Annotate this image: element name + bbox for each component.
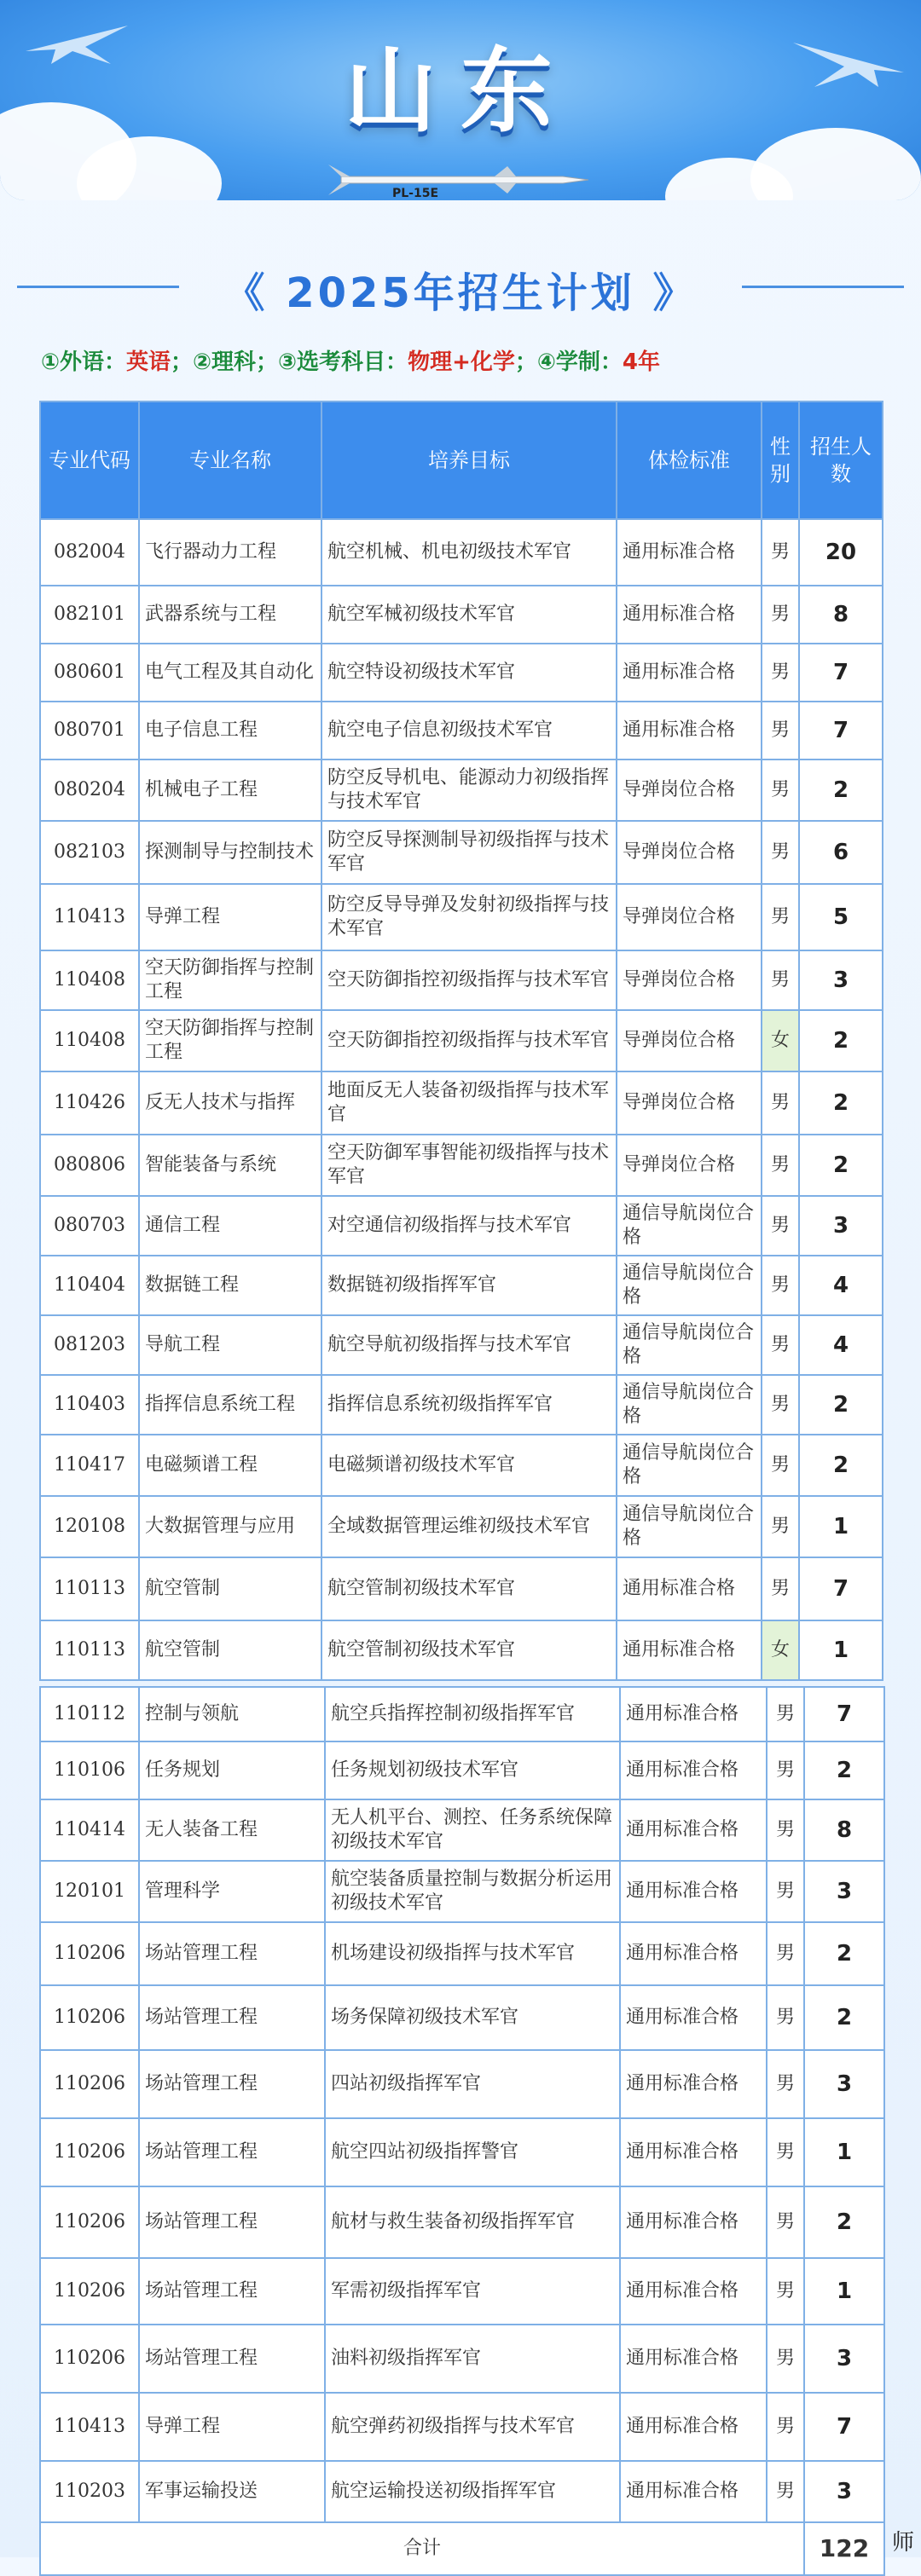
cell-code: 110206 (40, 2186, 139, 2258)
header-code: 专业代码 (40, 401, 139, 519)
cell-name: 智能装备与系统 (139, 1135, 321, 1196)
cell-goal: 全域数据管理运维初级技术军官 (321, 1496, 617, 1557)
cell-name: 电气工程及其自动化 (139, 644, 321, 702)
header-standard: 体检标准 (617, 401, 762, 519)
cell-count: 3 (804, 2461, 884, 2522)
cell-code: 120101 (40, 1861, 139, 1922)
cell-code: 110426 (40, 1071, 139, 1135)
cell-standard: 通用标准合格 (617, 702, 762, 760)
total-label: 合计 (40, 2522, 804, 2575)
cell-count: 2 (799, 1375, 883, 1435)
cell-name: 航空管制 (139, 1620, 321, 1680)
cell-goal: 电磁频谱初级技术军官 (321, 1435, 617, 1496)
cell-sex: 男 (762, 1375, 799, 1435)
cell-standard: 通用标准合格 (620, 2050, 767, 2118)
cell-goal: 航空兵指挥控制初级指挥军官 (325, 1687, 620, 1741)
cell-name: 数据链工程 (139, 1256, 321, 1315)
cell-sex: 男 (767, 2325, 804, 2393)
cell-name: 控制与领航 (139, 1687, 325, 1741)
cell-standard: 导弹岗位合格 (617, 821, 762, 884)
total-value: 122 (804, 2522, 884, 2575)
cell-sex: 男 (767, 2118, 804, 2186)
cell-code: 110206 (40, 1985, 139, 2050)
cell-standard: 通用标准合格 (620, 2393, 767, 2461)
cell-goal: 对空通信初级指挥与技术军官 (321, 1196, 617, 1256)
cell-code: 080703 (40, 1196, 139, 1256)
cell-standard: 通用标准合格 (617, 1620, 762, 1680)
cell-sex: 男 (762, 821, 799, 884)
total-row (40, 2522, 884, 2575)
cell-goal: 航空机械、机电初级技术军官 (321, 519, 617, 586)
cell-count: 3 (804, 2325, 884, 2393)
cell-code: 110203 (40, 2461, 139, 2522)
cell-goal: 防空反导探测制导初级指挥与技术军官 (321, 821, 617, 884)
cell-code: 110206 (40, 2050, 139, 2118)
note-text: ；②理科；③选考科目： (171, 349, 408, 375)
note-highlight: 4年 (622, 349, 660, 375)
cell-name: 武器系统与工程 (139, 586, 321, 644)
cell-standard: 通用标准合格 (620, 1985, 767, 2050)
cell-name: 电子信息工程 (139, 702, 321, 760)
table-row (40, 950, 883, 1010)
table-row (40, 2393, 884, 2461)
cell-standard: 通用标准合格 (620, 1799, 767, 1861)
cell-count: 2 (799, 1435, 883, 1496)
admission-table-part1 (39, 401, 883, 1681)
cell-code: 110408 (40, 950, 139, 1010)
cell-code: 110206 (40, 2325, 139, 2393)
cell-standard: 通用标准合格 (620, 2325, 767, 2393)
cell-sex: 男 (767, 1985, 804, 2050)
table-row (40, 1741, 884, 1799)
table-row (40, 2461, 884, 2522)
cell-count: 1 (804, 2258, 884, 2325)
cell-standard: 导弹岗位合格 (617, 760, 762, 821)
cell-code: 110112 (40, 1687, 139, 1741)
cell-count: 2 (799, 760, 883, 821)
table-row (40, 1135, 883, 1196)
cell-goal: 数据链初级指挥军官 (321, 1256, 617, 1315)
cell-goal: 航材与救生装备初级指挥军官 (325, 2186, 620, 2258)
cell-sex: 男 (762, 586, 799, 644)
cell-code: 110106 (40, 1741, 139, 1799)
table-row (40, 760, 883, 821)
cell-code: 110417 (40, 1435, 139, 1496)
header-goal: 培养目标 (321, 401, 617, 519)
cell-count: 3 (799, 950, 883, 1010)
cell-count: 3 (804, 2050, 884, 2118)
table-row (40, 1799, 884, 1861)
cell-goal: 军需初级指挥军官 (325, 2258, 620, 2325)
cell-name: 探测制导与控制技术 (139, 821, 321, 884)
cell-count: 5 (799, 884, 883, 950)
cell-count: 4 (799, 1315, 883, 1375)
cell-goal: 地面反无人装备初级指挥与技术军官 (321, 1071, 617, 1135)
cell-goal: 无人机平台、测控、任务系统保障初级技术军官 (325, 1799, 620, 1861)
cell-code: 082004 (40, 519, 139, 586)
cell-code: 110206 (40, 1922, 139, 1985)
cell-count: 2 (804, 2186, 884, 2258)
cell-sex: 男 (762, 702, 799, 760)
cell-standard: 导弹岗位合格 (617, 884, 762, 950)
cell-goal: 任务规划初级技术军官 (325, 1741, 620, 1799)
cell-standard: 通用标准合格 (620, 1741, 767, 1799)
cell-count: 3 (804, 1861, 884, 1922)
cell-goal: 航空军械初级技术军官 (321, 586, 617, 644)
missile-icon (324, 158, 597, 200)
table-row (40, 1375, 883, 1435)
cell-code: 110206 (40, 2118, 139, 2186)
cell-standard: 导弹岗位合格 (617, 1071, 762, 1135)
table-row (40, 2050, 884, 2118)
cell-goal: 防空反导机电、能源动力初级指挥与技术军官 (321, 760, 617, 821)
cell-count: 1 (804, 2118, 884, 2186)
table-row (40, 702, 883, 760)
cell-code: 081203 (40, 1315, 139, 1375)
cell-standard: 通信导航岗位合格 (617, 1435, 762, 1496)
table-row (40, 1922, 884, 1985)
table-row (40, 2258, 884, 2325)
cell-sex: 男 (767, 2186, 804, 2258)
cell-name: 反无人技术与指挥 (139, 1071, 321, 1135)
cell-standard: 通用标准合格 (620, 2186, 767, 2258)
table-row (40, 1687, 884, 1741)
table-row (40, 1496, 883, 1557)
cell-count: 8 (799, 586, 883, 644)
cell-count: 7 (799, 644, 883, 702)
province-title: 山东 (344, 38, 576, 145)
cell-name: 场站管理工程 (139, 1985, 325, 2050)
cell-count: 7 (799, 702, 883, 760)
cell-standard: 通用标准合格 (620, 2258, 767, 2325)
note-text: ①外语： (41, 349, 127, 375)
cell-sex: 男 (767, 1799, 804, 1861)
table-row (40, 1256, 883, 1315)
cell-count: 4 (799, 1256, 883, 1315)
table-row (40, 2186, 884, 2258)
cell-code: 110404 (40, 1256, 139, 1315)
cell-goal: 机场建设初级指挥与技术军官 (325, 1922, 620, 1985)
admission-notes (41, 344, 660, 376)
cell-standard: 通用标准合格 (620, 2461, 767, 2522)
header-count: 招生人数 (799, 401, 883, 519)
cell-name: 空天防御指挥与控制工程 (139, 950, 321, 1010)
cell-goal: 防空反导导弹及发射初级指挥与技术军官 (321, 884, 617, 950)
cell-name: 大数据管理与应用 (139, 1496, 321, 1557)
table-row (40, 1985, 884, 2050)
cell-standard: 通用标准合格 (617, 519, 762, 586)
table-header-row (40, 401, 883, 519)
cell-name: 场站管理工程 (139, 2050, 325, 2118)
table-row (40, 1435, 883, 1496)
cell-standard: 通用标准合格 (620, 1922, 767, 1985)
cell-code: 080806 (40, 1135, 139, 1196)
cell-name: 军事运输投送 (139, 2461, 325, 2522)
cell-count: 2 (799, 1135, 883, 1196)
cell-sex: 男 (762, 1256, 799, 1315)
cell-standard: 通用标准合格 (620, 2118, 767, 2186)
cell-count: 2 (804, 1741, 884, 1799)
cell-name: 任务规划 (139, 1741, 325, 1799)
cell-sex: 男 (767, 1741, 804, 1799)
cell-goal: 航空电子信息初级技术军官 (321, 702, 617, 760)
missile-label: PL-15E (392, 187, 439, 200)
cell-name: 场站管理工程 (139, 2258, 325, 2325)
note-highlight: 英语 (126, 349, 171, 375)
cell-name: 航空管制 (139, 1557, 321, 1620)
cell-standard: 通用标准合格 (617, 644, 762, 702)
cell-name: 场站管理工程 (139, 1922, 325, 1985)
cell-name: 空天防御指挥与控制工程 (139, 1010, 321, 1071)
cell-count: 2 (799, 1010, 883, 1071)
table-row (40, 1315, 883, 1375)
cell-goal: 场务保障初级技术军官 (325, 1985, 620, 2050)
cell-standard: 导弹岗位合格 (617, 950, 762, 1010)
cell-name: 飞行器动力工程 (139, 519, 321, 586)
cell-count: 7 (804, 2393, 884, 2461)
cell-code: 110403 (40, 1375, 139, 1435)
cell-standard: 通信导航岗位合格 (617, 1315, 762, 1375)
cell-sex: 男 (762, 1196, 799, 1256)
cell-name: 场站管理工程 (139, 2118, 325, 2186)
watermark: 师 (892, 2530, 915, 2556)
cell-goal: 油料初级指挥军官 (325, 2325, 620, 2393)
cell-goal: 航空四站初级指挥警官 (325, 2118, 620, 2186)
cell-count: 1 (799, 1620, 883, 1680)
cell-goal: 空天防御指控初级指挥与技术军官 (321, 1010, 617, 1071)
cell-sex: 男 (767, 2393, 804, 2461)
cell-code: 080601 (40, 644, 139, 702)
cell-goal: 空天防御军事智能初级指挥与技术军官 (321, 1135, 617, 1196)
cell-name: 指挥信息系统工程 (139, 1375, 321, 1435)
table-row (40, 1010, 883, 1071)
cell-goal: 航空装备质量控制与数据分析运用初级技术军官 (325, 1861, 620, 1922)
cell-count: 2 (799, 1071, 883, 1135)
cell-goal: 航空管制初级技术军官 (321, 1557, 617, 1620)
note-highlight: 物理+化学 (408, 349, 515, 375)
cell-name: 导航工程 (139, 1315, 321, 1375)
cell-sex: 男 (762, 519, 799, 586)
cell-goal: 指挥信息系统初级指挥军官 (321, 1375, 617, 1435)
cell-count: 8 (804, 1799, 884, 1861)
cell-name: 无人装备工程 (139, 1799, 325, 1861)
cell-code: 110113 (40, 1557, 139, 1620)
cell-standard: 通信导航岗位合格 (617, 1196, 762, 1256)
cell-standard: 通用标准合格 (617, 1557, 762, 1620)
cell-name: 电磁频谱工程 (139, 1435, 321, 1496)
table-row (40, 519, 883, 586)
cell-code: 110413 (40, 884, 139, 950)
header-banner (0, 0, 921, 200)
table-row (40, 1557, 883, 1620)
cell-name: 机械电子工程 (139, 760, 321, 821)
cell-sex: 男 (762, 1496, 799, 1557)
table-row (40, 1620, 883, 1680)
cell-name: 场站管理工程 (139, 2325, 325, 2393)
plan-title-row (17, 260, 904, 317)
cell-goal: 四站初级指挥军官 (325, 2050, 620, 2118)
cell-code: 110113 (40, 1620, 139, 1680)
cell-code: 110408 (40, 1010, 139, 1071)
admission-table-part2 (39, 1686, 885, 2576)
cell-sex: 男 (767, 2050, 804, 2118)
cell-name: 场站管理工程 (139, 2186, 325, 2258)
cell-goal: 空天防御指控初级指挥与技术军官 (321, 950, 617, 1010)
cell-sex: 女 (762, 1620, 799, 1680)
cell-sex: 男 (762, 644, 799, 702)
cell-standard: 通信导航岗位合格 (617, 1256, 762, 1315)
table-row (40, 2325, 884, 2393)
cell-standard: 导弹岗位合格 (617, 1010, 762, 1071)
cell-code: 082101 (40, 586, 139, 644)
cell-goal: 航空弹药初级指挥与技术军官 (325, 2393, 620, 2461)
cell-sex: 男 (762, 760, 799, 821)
cell-sex: 男 (762, 1135, 799, 1196)
table-row (40, 2118, 884, 2186)
cell-count: 1 (799, 1496, 883, 1557)
table-row (40, 821, 883, 884)
cell-sex: 男 (762, 950, 799, 1010)
cell-goal: 航空特设初级技术军官 (321, 644, 617, 702)
table-row (40, 644, 883, 702)
cell-code: 082103 (40, 821, 139, 884)
cell-sex: 男 (767, 1922, 804, 1985)
cell-sex: 男 (767, 1687, 804, 1741)
cell-sex: 男 (767, 2461, 804, 2522)
cell-name: 通信工程 (139, 1196, 321, 1256)
cell-count: 6 (799, 821, 883, 884)
note-text: ；④学制： (514, 349, 623, 375)
table-row (40, 1071, 883, 1135)
cell-sex: 男 (762, 1557, 799, 1620)
cell-standard: 通用标准合格 (620, 1861, 767, 1922)
header-sex: 性别 (762, 401, 799, 519)
cell-code: 110414 (40, 1799, 139, 1861)
cell-count: 3 (799, 1196, 883, 1256)
cell-sex: 男 (762, 1435, 799, 1496)
cell-standard: 通用标准合格 (617, 586, 762, 644)
cell-count: 7 (804, 1687, 884, 1741)
table-row (40, 1196, 883, 1256)
cell-goal: 航空运输投送初级指挥军官 (325, 2461, 620, 2522)
cell-sex: 男 (762, 1315, 799, 1375)
cell-goal: 航空管制初级技术军官 (321, 1620, 617, 1680)
cell-sex: 男 (767, 1861, 804, 1922)
cell-code: 110413 (40, 2393, 139, 2461)
cell-name: 导弹工程 (139, 2393, 325, 2461)
cell-name: 管理科学 (139, 1861, 325, 1922)
cell-count: 20 (799, 519, 883, 586)
cell-standard: 通信导航岗位合格 (617, 1496, 762, 1557)
cell-count: 7 (799, 1557, 883, 1620)
cell-sex: 女 (762, 1010, 799, 1071)
cell-code: 080701 (40, 702, 139, 760)
table-row (40, 1861, 884, 1922)
cell-sex: 男 (762, 1071, 799, 1135)
cell-sex: 男 (767, 2258, 804, 2325)
cell-code: 110206 (40, 2258, 139, 2325)
cell-standard: 导弹岗位合格 (617, 1135, 762, 1196)
cell-count: 2 (804, 1985, 884, 2050)
cell-code: 120108 (40, 1496, 139, 1557)
cell-code: 080204 (40, 760, 139, 821)
table-row (40, 884, 883, 950)
cell-standard: 通信导航岗位合格 (617, 1375, 762, 1435)
table-row (40, 586, 883, 644)
header-name: 专业名称 (139, 401, 321, 519)
cell-sex: 男 (762, 884, 799, 950)
cell-count: 2 (804, 1922, 884, 1985)
cell-standard: 通用标准合格 (620, 1687, 767, 1741)
cell-goal: 航空导航初级指挥与技术军官 (321, 1315, 617, 1375)
cell-name: 导弹工程 (139, 884, 321, 950)
plan-title: 《 2025年招生计划 》 (223, 269, 698, 317)
